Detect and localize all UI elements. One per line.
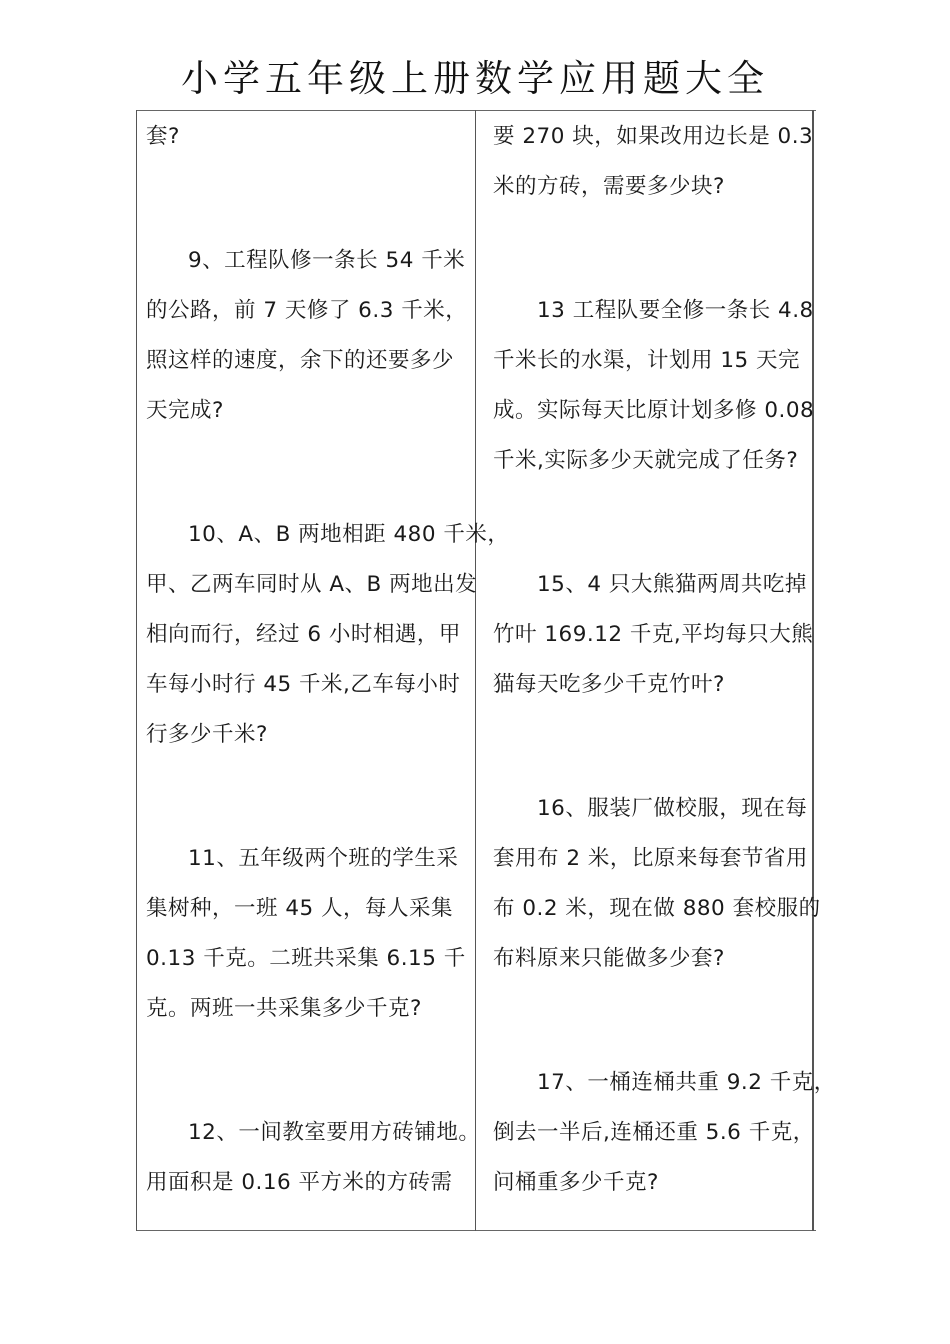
problem-11-line-1: 11、五年级两个班的学生采 [188,846,459,871]
problem-9-line-3: 照这样的速度，余下的还要多少 [146,348,455,373]
table-left-border [136,110,137,1231]
problem-11-line-4: 克。两班一共采集多少千克? [146,996,422,1021]
problem-11-line-3: 0.13 千克。二班共采集 6.15 千 [146,946,466,971]
problem-12-line-2: 用面积是 0.16 平方米的方砖需 [146,1170,453,1195]
problem-17-line-1: 17、一桶连桶共重 9.2 千克， [537,1070,836,1095]
problem-10-line-1: 10、A、B 两地相距 480 千米， [188,522,510,547]
problem-13-line-4: 千米,实际多少天就完成了任务? [493,448,799,473]
problem-9-line-4: 天完成? [146,398,224,423]
problem-9-line-1: 9、工程队修一条长 54 千米 [188,248,466,273]
right-p0-line-1: 要 270 块，如果改用边长是 0.3 [493,124,814,149]
problem-16-line-3: 布 0.2 米，现在做 880 套校服的 [493,896,821,921]
problem-9-line-2: 的公路，前 7 天修了 6.3 千米， [146,298,468,323]
problem-16-line-1: 16、服装厂做校服，现在每 [537,796,808,821]
right-p0-line-2: 米的方砖，需要多少块? [493,174,725,199]
problem-10-line-5: 行多少千米? [146,722,268,747]
left-p0-line-1: 套? [146,124,180,149]
problem-10-line-2: 甲、乙两车同时从 A、B 两地出发 [146,572,478,597]
problem-16-line-2: 套用布 2 米，比原来每套节省用 [493,846,808,871]
problem-16-line-4: 布料原来只能做多少套? [493,946,725,971]
problem-15-line-2: 竹叶 169.12 千克,平均每只大熊 [493,622,814,647]
problem-15-line-1: 15、4 只大熊猫两周共吃掉 [537,572,807,597]
problem-10-line-4: 车每小时行 45 千米,乙车每小时 [146,672,461,697]
problem-11-line-2: 集树种，一班 45 人，每人采集 [146,896,454,921]
page-title: 小学五年级上册数学应用题大全 [181,57,769,100]
table-column-divider [475,110,476,1231]
problem-10-line-3: 相向而行，经过 6 小时相遇，甲 [146,622,461,647]
table-bottom-border [136,1230,816,1231]
problem-13-line-2: 千米长的水渠，计划用 15 天完 [493,348,801,373]
problem-12-line-1: 12、一间教室要用方砖铺地。 [188,1120,481,1145]
problem-13-line-3: 成。实际每天比原计划多修 0.08 [493,398,815,423]
table-right-border [812,110,814,1231]
problem-17-line-2: 倒去一半后,连桶还重 5.6 千克， [493,1120,815,1145]
problem-13-line-1: 13 工程队要全修一条长 4.8 [537,298,814,323]
problem-17-line-3: 问桶重多少千克? [493,1170,659,1195]
problem-15-line-3: 猫每天吃多少千克竹叶? [493,672,725,697]
table-top-border [136,110,816,111]
